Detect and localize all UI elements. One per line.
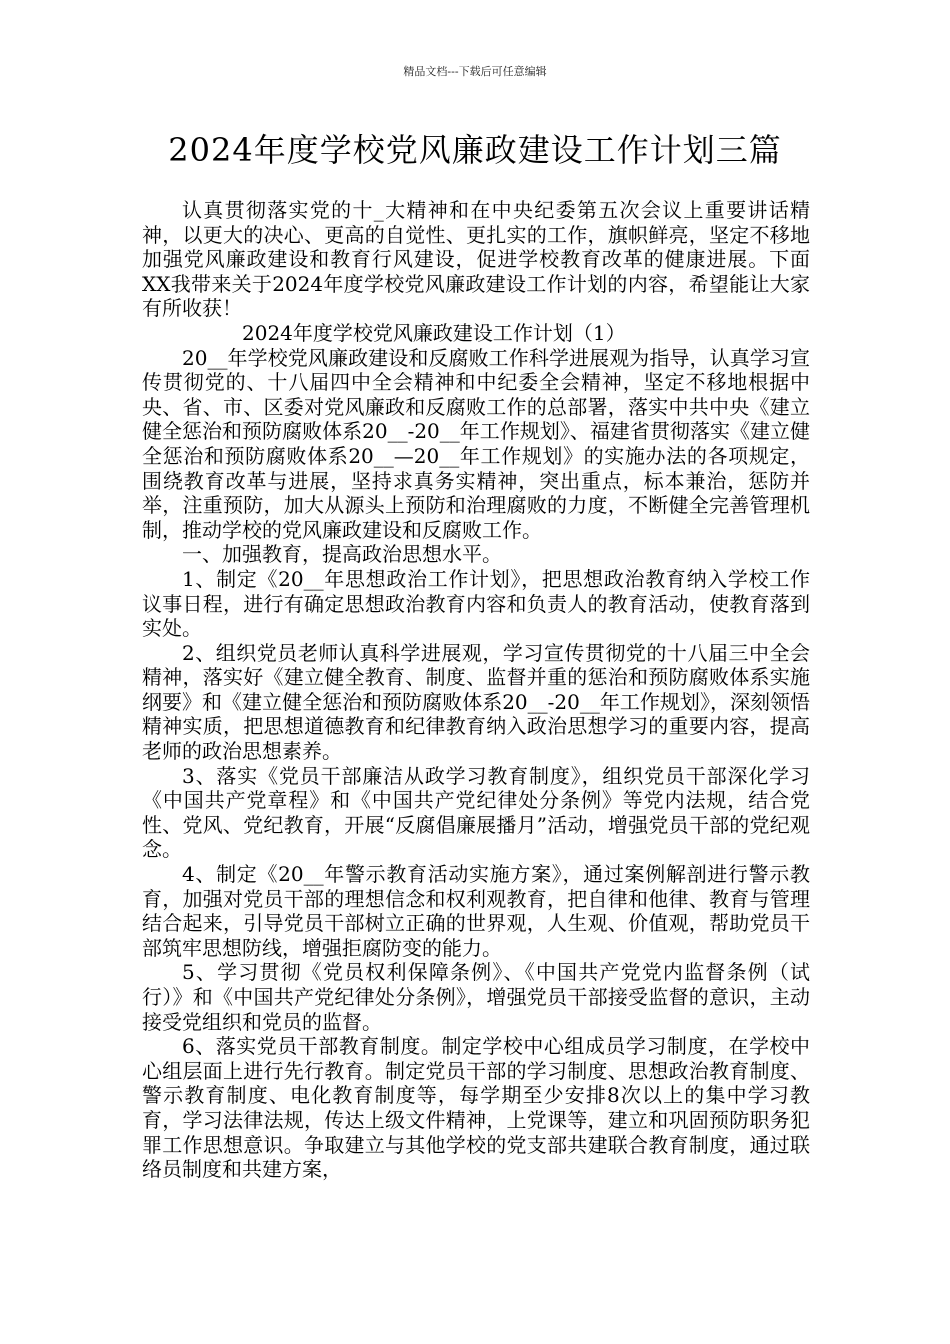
list-item: 6、落实党员干部教育制度。制定学校中心组成员学习制度，在学校中心组层面上进行先行教育。制定党员干部的学习制度、思想政治教育制度、警示教育制度、电化教育制度等，每学期至少安排8次以上的集中学习教育，学习法律法规，传达上级文件精神，上党课等，建立和巩固预防职务犯罪工作思想意识。争取建立与其他学校的党支部共建联合教育制度，通过联络员制度和共建方案， [142,1034,810,1182]
body-paragraph: 20__年学校党风廉政建设和反腐败工作科学进展观为指导，认真学习宣传贯彻党的、十八届四中全会精神和中纪委全会精神，坚定不移地根据中央、省、市、区委对党风廉政和反腐败工作的总部署，落实中共中央《建立健全惩治和预防腐败体系20__-20__年工作规划》、福建省贯彻落实《建立健全惩治和预防腐败体系20__—20__年工作规划》的实施办法的各项规定，围绕教育改革与进展，坚持求真务实精神，突出重点，标本兼治，惩防并举，注重预防，加大从源头上预防和治理腐败的力度，不断健全完善管理机制，推动学校的党风廉政建设和反腐败工作。 [142,345,810,542]
document-title: 2024年度学校党风廉政建设工作计划三篇 [168,131,782,169]
list-item: 5、学习贯彻《党员权利保障条例》、《中国共产党党内监督条例（试行）》和《中国共产党纪律处分条例》，增强党员干部接受监督的意识，主动接受党组织和党员的监督。 [142,960,810,1034]
list-item: 3、落实《党员干部廉洁从政学习教育制度》，组织党员干部深化学习《中国共产党章程》和《中国共产党纪律处分条例》等党内法规，结合党性、党风、党纪教育，开展“反腐倡廉展播月”活动，增强党员干部的党纪观念。 [142,763,810,862]
section-subtitle: 2024年度学校党风廉政建设工作计划（1） [242,320,626,345]
document-body [142,198,810,1182]
section-heading: 一、加强教育，提高政治思想水平。 [182,542,502,567]
intro-paragraph: 认真贯彻落实党的十_大精神和在中央纪委第五次会议上重要讲话精神，以更大的决心、更高的自觉性、更扎实的工作，旗帜鲜亮，坚定不移地加强党风廉政建设和教育行风建设，促进学校教育改革的健康进展。下面XX我带来关于2024年度学校党风廉政建设工作计划的内容，希望能让大家有所收获！ [142,198,810,321]
list-item: 2、组织党员老师认真科学进展观，学习宣传贯彻党的十八届三中全会精神，落实好《建立健全教育、制度、监督并重的惩治和预防腐败体系实施纲要》和《建立健全惩治和预防腐败体系20__-20__年工作规划》，深刻领悟精神实质，把思想道德教育和纪律教育纳入政治思想学习的重要内容，提高老师的政治思想素养。 [142,640,810,764]
header-note: 精品文档---下载后可任意编辑 [403,65,547,78]
list-item: 1、制定《20__年思想政治工作计划》，把思想政治教育纳入学校工作议事日程，进行有确定思想政治教育内容和负责人的教育活动，使教育落到实处。 [142,566,810,641]
list-item: 4、制定《20__年警示教育活动实施方案》，通过案例解剖进行警示教育，加强对党员干部的理想信念和权利观教育，把自律和他律、教育与管理结合起来，引导党员干部树立正确的世界观，人生观、价值观，帮助党员干部筑牢思想防线，增强拒腐防变的能力。 [142,862,810,960]
